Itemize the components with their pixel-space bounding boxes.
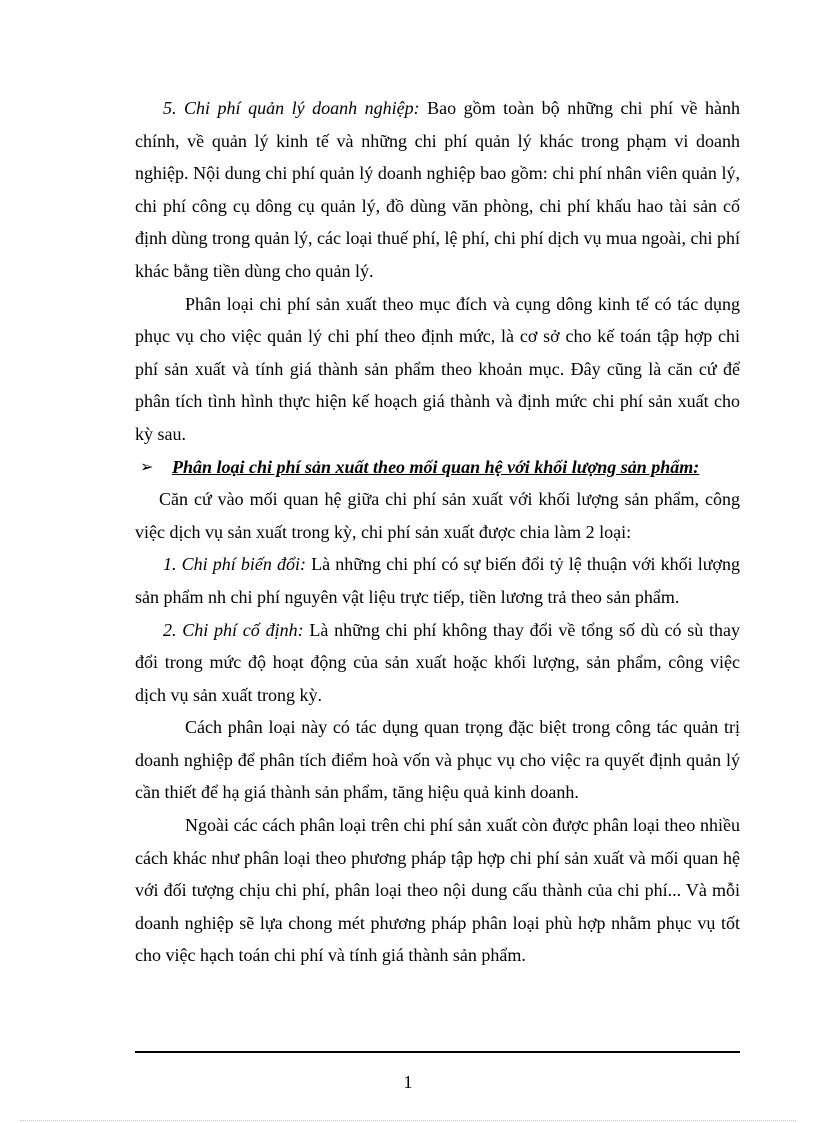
paragraph-fixed-cost: [135, 614, 740, 712]
arrow-bullet-icon: ➢: [140, 456, 154, 476]
section-heading: [135, 451, 740, 484]
text-fixed-cost: Là những chi phí không thay đổi về tổng số dù có sù thay đổi trong mức độ hoạt động của sản xuất hoặc khối lượng, sản phẩm, công việc dịch vụ sản xuất trong kỳ.: [135, 619, 740, 705]
page-bottom-border: [20, 1120, 796, 1121]
paragraph-other-methods: Ngoài các cách phân loại trên chi phí sản xuất còn được phân loại theo nhiều cách khác như phân loại theo phương pháp tập hợp chi phí sản xuất và mối quan hệ với đối tượng chịu chi phí, phân loại theo nội dung cấu thành của chi phí... Và mỗi doanh nghiệp sẽ lựa chong mét phương pháp phân loại phù hợp nhằm phục vụ tốt cho việc hạch toán chi phí và tính giá thành sản phẩm.: [135, 815, 740, 966]
footer-divider: [135, 1051, 740, 1053]
document-body: [135, 92, 740, 972]
paragraph-variable-cost: [135, 548, 740, 613]
section-heading-text: Phân loại chi phí sản xuất theo mối quan hệ với khối lượng sản phẩm:: [172, 456, 700, 477]
term-fixed-cost: 2. Chi phí cố định:: [163, 619, 304, 640]
text-variable-cost: Là những chi phí có sự biến đổi tỷ lệ thuận với khối lượng sản phẩm nh chi phí nguyên vật liệu trực tiếp, tiền lương trả theo sản phẩm.: [135, 554, 740, 607]
paragraph-management-cost: [135, 92, 740, 288]
text-management-cost: Bao gồm toàn bộ những chi phí về hành chính, về quản lý kinh tế và những chi phí quản lý khác trong phạm vi doanh nghiệp. Nội dung chi phí quản lý doanh nghiệp bao gồm: chi phí nhân viên quản lý, chi phí công cụ dông cụ quản lý, đồ dùng văn phòng, chi phí khấu hao tài sản cố định dùng trong quản lý, các loại thuế phí, lệ phí, chi phí dịch vụ mua ngoài, chi phí khác bằng tiền dùng cho quản lý.: [135, 98, 740, 281]
paragraph-basis: Căn cứ vào mối quan hệ giữa chi phí sản xuất với khối lượng sản phẩm, công việc dịch vụ sản xuất trong kỳ, chi phí sản xuất được chia làm 2 loại:: [135, 489, 740, 542]
paragraph-classification-effect: Cách phân loại này có tác dụng quan trọng đặc biệt trong công tác quản trị doanh nghiệp để phân tích điểm hoà vốn và phục vụ cho việc ra quyết định quản lý cần thiết để hạ giá thành sản phẩm, tăng hiệu quả kinh doanh.: [135, 717, 740, 803]
paragraph-classification-purpose: Phân loại chi phí sản xuất theo mục đích và cụng dông kinh tế có tác dụng phục vụ cho việc quản lý chi phí theo định mức, là cơ sở cho kế toán tập hợp chi phí sản xuất và tính giá thành sản phẩm theo khoản mục. Đây cũng là căn cứ để phân tích tình hình thực hiện kế hoạch giá thành và định mức chi phí sản xuất cho kỳ sau.: [135, 293, 740, 444]
term-management-cost: 5. Chi phí quản lý doanh nghiệp:: [163, 98, 420, 118]
page-number: 1: [403, 1072, 413, 1092]
term-variable-cost: 1. Chi phí biến đổi:: [163, 554, 306, 575]
